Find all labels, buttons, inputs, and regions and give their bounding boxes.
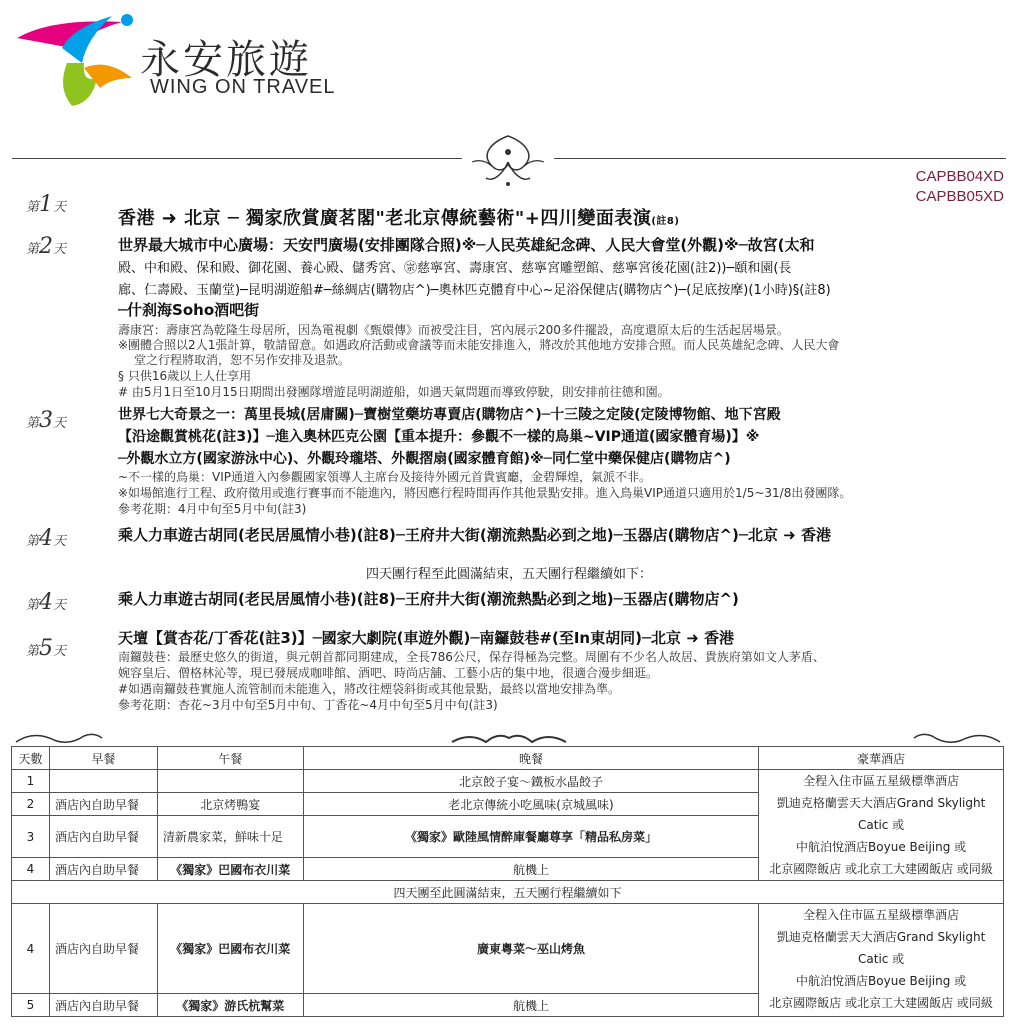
tour-code: CAPBB04XD bbox=[915, 168, 1004, 185]
table-cell: 北京烤鴨宴 bbox=[157, 793, 303, 816]
table-cell: 《獨家》游氏杭幫菜 bbox=[157, 994, 303, 1017]
day3-line: ─外觀水立方(國家游泳中心)、外觀玲瓏塔、外觀摺扇(國家體育館)※─同仁堂中藥保健店(購物店^) bbox=[118, 451, 731, 467]
hotel-line: 中航泊悅酒店Boyue Beijing 或 bbox=[796, 974, 967, 988]
day2-note: § 只供16歲以上人仕享用 bbox=[118, 369, 252, 383]
day2-line: 世界最大城市中心廣場：天安門廣場(安排團隊合照)※─人民英雄紀念碑、人民大會堂(外觀)※─故宮(太和 bbox=[118, 236, 815, 254]
day2-note: 堂之行程將取消，恕不另作安排及退款。 bbox=[134, 353, 351, 367]
day3-line: 【沿途觀賞桃花(註3)】─進入奧林匹克公園【重本提升：參觀不一樣的鳥巢~VIP通道(國家體育場)】※ bbox=[118, 429, 760, 445]
table-cell: 航機上 bbox=[303, 858, 758, 881]
hotel-line: 凱迪克格蘭雲天大酒店Grand Skylight Catic 或 bbox=[776, 796, 986, 832]
day3-note: ※如場館進行工程、政府徵用或進行賽事而不能進內，將因應行程時間再作其他景點安排。進入鳥巢VIP通道只適用於1/5~31/8出發團隊。 bbox=[118, 486, 852, 500]
table-cell: 酒店內自助早餐 bbox=[49, 994, 157, 1017]
table-cell: 《獨家》巴國布衣川菜 bbox=[157, 858, 303, 881]
day-badge: 第5天 bbox=[26, 636, 67, 661]
day5-note: #如遇南鑼鼓巷實施人流管制而未能進入，將改往煙袋斜街或其他景點，最終以當地安排為準。 bbox=[118, 682, 621, 696]
table-cell: 酒店內自助早餐 bbox=[49, 858, 157, 881]
ornament-icon bbox=[450, 730, 568, 746]
table-cell: 5 bbox=[12, 994, 50, 1017]
hotel-line: 北京國際飯店 或北京工大建國飯店 或同級 bbox=[769, 862, 993, 876]
table-row bbox=[12, 770, 1004, 793]
table-cell: 4 bbox=[12, 904, 50, 994]
table-cell: 1 bbox=[12, 770, 50, 793]
table-cell: 酒店內自助早餐 bbox=[49, 904, 157, 994]
hotel-line: 全程入住市區五星級標準酒店 bbox=[803, 908, 960, 922]
day5-line: 天壇【賞杏花/丁香花(註3)】─國家大劇院(車遊外觀)─南鑼鼓巷#(至In東胡同)─北京 ➜ 香港 bbox=[118, 629, 734, 647]
day3-note: 參考花期：4月中旬至5月中旬(註3) bbox=[118, 502, 307, 516]
table-header: 天數 bbox=[12, 747, 50, 770]
table-cell: 北京餃子宴～鐵板水晶餃子 bbox=[303, 770, 758, 793]
day-badge: 第4天 bbox=[26, 526, 67, 551]
day-badge: 第1天 bbox=[26, 192, 67, 217]
hotel-line: 北京國際飯店 或北京工大建國飯店 或同級 bbox=[769, 996, 993, 1010]
table-divider-row bbox=[12, 881, 1004, 904]
brand-name-cn: 永安旅遊 bbox=[140, 37, 312, 83]
day2-note: ※團體合照以2人1張計算，敬請留意。如遇政府活動或會議等而未能安排進入，將改於其他地方安排合照。而人民英雄紀念碑、人民大會 bbox=[118, 338, 840, 352]
table-divider-text: 四天團至此圓滿結束，五天團行程繼續如下 bbox=[12, 881, 1004, 904]
hotel-line: 全程入住市區五星級標準酒店 bbox=[803, 774, 960, 788]
day3-note: ~不一樣的鳥巢：VIP通道入內參觀國家領導人主席台及接待外國元首貴賓廳，金碧輝煌，氣派不非。 bbox=[118, 470, 652, 484]
table-cell: 航機上 bbox=[303, 994, 758, 1017]
table-cell: 廣東粵菜～巫山烤魚 bbox=[303, 904, 758, 994]
day-badge: 第2天 bbox=[26, 234, 67, 259]
table-cell: 清新農家菜，鮮味十足 bbox=[157, 816, 303, 858]
table-header: 早餐 bbox=[49, 747, 157, 770]
table-cell: 2 bbox=[12, 793, 50, 816]
ornament-icon bbox=[462, 132, 554, 194]
table-cell: 酒店內自助早餐 bbox=[49, 793, 157, 816]
hotel-cell bbox=[759, 770, 1004, 881]
day-badge: 第3天 bbox=[26, 408, 67, 433]
ornament-icon bbox=[14, 730, 104, 746]
brand-name-en: WING ON TRAVEL bbox=[150, 76, 336, 98]
table-cell: 3 bbox=[12, 816, 50, 858]
table-cell: 老北京傳統小吃風味(京城風味) bbox=[303, 793, 758, 816]
table-cell: 《獨家》巴國布衣川菜 bbox=[157, 904, 303, 994]
meal-hotel-table bbox=[11, 746, 1004, 1017]
day5-note: 婉容皇后、僧格林沁等，現已發展成咖啡館、酒吧、時尚店舖、工藝小店的集中地，很適合漫步細逛。 bbox=[118, 666, 659, 680]
day5-note: 南鑼鼓巷：最歷史悠久的街道，與元朝首都同期建成，全長786公尺，保存得極為完整。周圍有不少名人故居、貴族府第如文人茅盾、 bbox=[118, 650, 825, 664]
hotel-cell bbox=[759, 904, 1004, 1017]
day2-line: 殿、中和殿、保和殿、御花園、養心殿、儲秀宮、㊪慈寧宮、壽康宮、慈寧宮雕塑館、慈寧宮後花園(註2))─頤和園(長 bbox=[118, 261, 792, 276]
table-header-row bbox=[12, 747, 1004, 770]
wing-on-logo-icon bbox=[12, 8, 152, 108]
table-header: 午餐 bbox=[157, 747, 303, 770]
table-cell: 《獨家》歐陸風情醉庫餐廳尊享「精品私房菜」 bbox=[303, 816, 758, 858]
ornament-icon bbox=[912, 730, 1002, 746]
table-header: 晚餐 bbox=[303, 747, 758, 770]
day1-title: 香港 ➜ 北京 ─ 獨家欣賞廣茗閣"老北京傳統藝術"+四川變面表演(註8) bbox=[118, 208, 680, 229]
table-row bbox=[12, 904, 1004, 994]
table-cell: 4 bbox=[12, 858, 50, 881]
day2-line: 廊、仁壽殿、玉蘭堂)─昆明湖遊船#─絲綢店(購物店^)─奧林匹克體育中心~足浴保健店(購物店^)─(足底按摩)(1小時)§(註8) bbox=[118, 283, 831, 298]
day5-note: 參考花期：杏花~3月中旬至5月中旬、丁香花~4月中旬至5月中旬(註3) bbox=[118, 698, 498, 712]
table-header: 豪華酒店 bbox=[759, 747, 1004, 770]
day2-note: # 由5月1日至10月15日期間出發團隊增遊昆明湖遊船，如遇天氣問題而導致停駛，則安排前往德和園。 bbox=[118, 385, 670, 399]
tour-code: CAPBB05XD bbox=[915, 188, 1004, 205]
tour-divider-text: 四天團行程至此圓滿結束，五天團行程繼續如下： bbox=[365, 567, 652, 582]
day2-note: 壽康宮：壽康宮為乾隆生母居所，因為電視劇《甄嬛傳》而被受注目，宮內展示200多件擺設，高度還原太后的生活起居場景。 bbox=[118, 323, 789, 337]
day-badge: 第4天 bbox=[26, 590, 67, 615]
day2-line: ─什刹海Soho酒吧街 bbox=[118, 301, 260, 319]
day4-line: 乘人力車遊古胡同(老民居風情小巷)(註8)─王府井大街(潮流熱點必到之地)─玉器店(購物店^)─北京 ➜ 香港 bbox=[118, 526, 831, 544]
table-cell: 酒店內自助早餐 bbox=[49, 816, 157, 858]
hotel-line: 中航泊悅酒店Boyue Beijing 或 bbox=[796, 840, 967, 854]
table-cell bbox=[49, 770, 157, 793]
table-cell bbox=[157, 770, 303, 793]
hotel-line: 凱迪克格蘭雲天大酒店Grand Skylight Catic 或 bbox=[776, 930, 986, 966]
day3-line: 世界七大奇景之一：萬里長城(居庸關)─寶樹堂藥坊專賣店(購物店^)─十三陵之定陵(定陵博物館、地下宮殿 bbox=[118, 407, 781, 423]
day4-line: 乘人力車遊古胡同(老民居風情小巷)(註8)─王府井大街(潮流熱點必到之地)─玉器店(購物店^) bbox=[118, 590, 739, 608]
